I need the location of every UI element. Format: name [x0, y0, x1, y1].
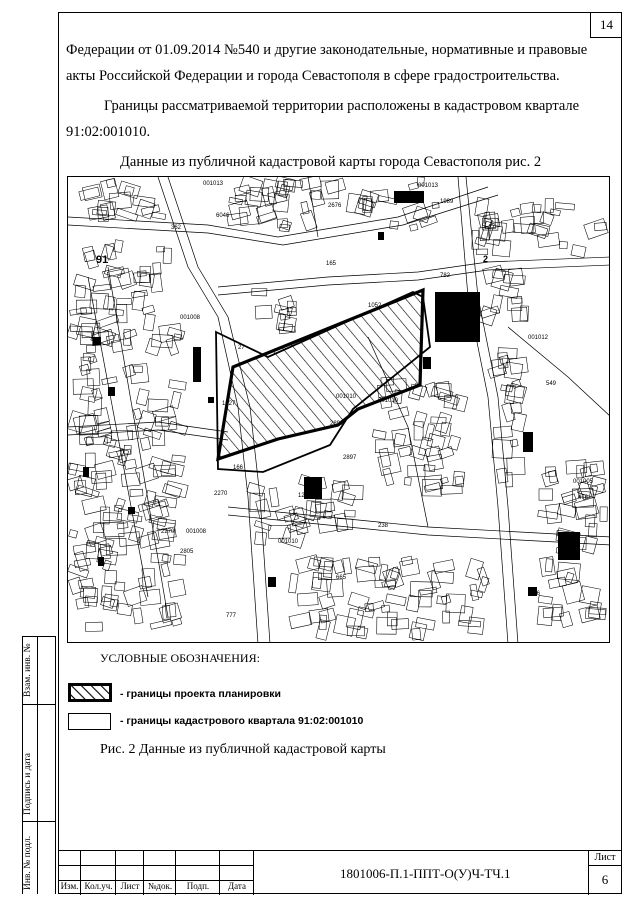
paragraph-1-line-1: Федерации от 01.09.2014 №540 и другие законодательные, нормативные и правовые [66, 42, 588, 58]
map-label-001010-c: 001010 [278, 539, 299, 545]
paragraph-2-line-1: Границы рассматриваемой территории расположены в кадастровом квартале [104, 98, 580, 114]
stamp-col-data: Дата [228, 881, 246, 891]
map-label-001013-a: 001013 [203, 181, 224, 187]
sheet-number: 6 [601, 872, 609, 887]
map-label-001010-b: 001010 [378, 398, 399, 404]
map-label-001008-b: 001008 [186, 529, 207, 535]
map-label-362: 362 [171, 225, 182, 231]
map-svg [68, 177, 610, 643]
map-label-238: 238 [378, 523, 389, 529]
stamp-col-kol-uch: Кол.уч. [84, 881, 113, 891]
map-label-001013-b: 001013 [418, 183, 439, 189]
map-label-2676: 2676 [328, 203, 342, 209]
stamp-col-ndok: №док. [147, 881, 173, 891]
map-label-1240: 1240 [298, 493, 312, 499]
figure-caption: Рис. 2 Данные из публичной кадастровой карты [100, 742, 386, 757]
paragraph-1-line-2: акты Российской Федерации и города Севастополя в сфере градостроительства. [66, 68, 560, 84]
map-label-476: 476 [578, 495, 589, 501]
side-label-replace-inv: Взам. инв. № [23, 643, 33, 697]
map-label-2270-b: 2270 [161, 529, 175, 535]
map-heading: Данные из публичной кадастровой карты города Севастополя рис. 2 [120, 154, 542, 170]
sheet-label: Лист [594, 852, 616, 863]
map-label-1052: 1052 [368, 303, 382, 309]
map-label-1989: 1989 [440, 199, 454, 205]
map-label-566: 566 [530, 591, 541, 597]
legend-item-quarter: - границы кадастрового квартала 91:02:001010 [120, 715, 364, 727]
stamp-col-podp: Подп. [186, 881, 210, 891]
side-label-inv-original: Инв. № подл. [23, 835, 33, 890]
side-label-signature-date: Подпись и дата [23, 752, 33, 815]
legend-swatch-planning [68, 683, 112, 702]
stamp-col-list: Лист [120, 881, 140, 891]
map-label-2270-a: 2270 [214, 491, 228, 497]
paragraph-2-line-2: 91:02:001010. [66, 124, 151, 140]
map-label-001010-a: 001010 [336, 394, 357, 400]
map-label-91: 91 [96, 254, 109, 266]
map-label-665: 665 [336, 575, 347, 581]
cadastral-map [67, 176, 610, 643]
map-label-2805: 2805 [180, 549, 194, 555]
map-label-165: 165 [326, 261, 337, 267]
map-label-001008-a: 001008 [180, 315, 201, 321]
map-label-263: 263 [561, 537, 572, 543]
map-label-166: 166 [233, 465, 244, 471]
map-label-2897: 2897 [343, 455, 357, 461]
stamp-col-izm: Изм. [60, 881, 79, 891]
map-label-001012: 001012 [528, 335, 549, 341]
page-number: 14 [590, 12, 622, 38]
document-code: 1801006-П.1-ППТ-О(У)Ч-ТЧ.1 [340, 866, 511, 881]
map-label-777: 777 [226, 613, 237, 619]
map-label-2899: 2899 [330, 421, 344, 427]
map-label-27: 27 [238, 345, 245, 351]
map-label-2: 2 [483, 254, 489, 264]
map-label-782: 782 [440, 273, 451, 279]
map-label-549: 549 [546, 381, 557, 387]
map-label-1627: 1627 [222, 401, 236, 407]
legend-title: УСЛОВНЫЕ ОБОЗНАЧЕНИЯ: [100, 651, 260, 665]
map-label-001005: 001005 [573, 479, 594, 485]
legend-item-planning: - границы проекта планировки [120, 688, 281, 700]
legend-swatch-quarter [68, 713, 111, 730]
map-label-6046: 6046 [216, 213, 230, 219]
